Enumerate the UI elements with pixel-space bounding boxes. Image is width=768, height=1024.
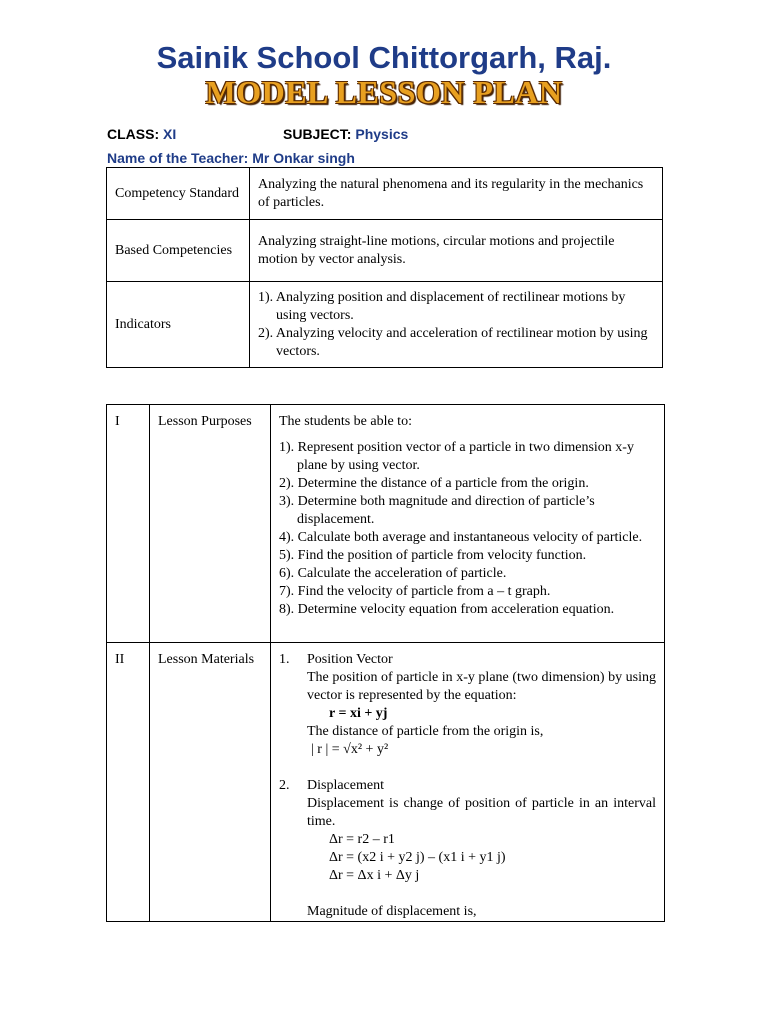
equation: Δr = r2 – r1: [329, 832, 395, 847]
based-competencies-text: Analyzing straight-line motions, circular motions and projectile motion by vector analysis.: [250, 220, 663, 282]
table-row: [107, 282, 663, 368]
competency-standard-text: Analyzing the natural phenomena and its regularity in the mechanics of particles.: [250, 168, 663, 220]
indicator-item: 2). Analyzing velocity and acceleration of rectilinear motion by using vectors.: [258, 325, 648, 359]
subject-value: Physics: [355, 126, 409, 142]
list-item: 2). Determine the distance of a particle from the origin.: [279, 476, 589, 491]
table-row: [107, 643, 665, 922]
lesson-purposes-content: [271, 405, 665, 643]
material-section: [279, 777, 656, 921]
section-body: [307, 777, 656, 921]
table-row: [107, 220, 663, 282]
list-item: 1). Represent position vector of a particle in two dimension x-y plane by using vector.: [279, 440, 634, 473]
class-label: CLASS:: [107, 126, 160, 142]
table-row: [107, 168, 663, 220]
based-competencies-label: Based Competencies: [107, 220, 250, 282]
section-text: The position of particle in x-y plane (two dimension) by using vector is represented by the equation:: [307, 670, 656, 703]
section-text: The distance of particle from the origin is,: [307, 724, 544, 739]
equation: r = xi + yj: [329, 706, 388, 721]
equation: Δr = (x2 i + y2 j) – (x1 i + y1 j): [329, 850, 506, 865]
equation: | r | = √x² + y²: [311, 742, 389, 757]
row-number: II: [107, 643, 150, 922]
list-item: 8). Determine velocity equation from acceleration equation.: [279, 602, 615, 617]
lesson-materials-content: [271, 643, 665, 922]
purposes-intro: The students be able to:: [279, 414, 412, 429]
section-title: Position Vector: [307, 652, 393, 667]
lesson-materials-label: Lesson Materials: [150, 643, 271, 922]
equation: Δr = Δx i + Δy j: [329, 868, 420, 883]
lesson-purposes-label: Lesson Purposes: [150, 405, 271, 643]
table-row: [107, 405, 665, 643]
list-item: 5). Find the position of particle from velocity function.: [279, 548, 587, 563]
document-title: MODEL LESSON PLAN: [205, 74, 563, 110]
class-field: [107, 126, 176, 142]
subject-label: SUBJECT:: [283, 126, 352, 142]
section-body: [307, 651, 656, 759]
subject-field: [283, 126, 408, 142]
purposes-list: [279, 439, 656, 619]
indicator-item: 1). Analyzing position and displacement of rectilinear motions by using vectors.: [258, 289, 626, 323]
list-item: 3). Determine both magnitude and direction of particle’s displacement.: [279, 494, 595, 527]
section-text: Displacement is change of position of particle in an interval time.: [307, 796, 656, 829]
competency-standard-label: Competency Standard: [107, 168, 250, 220]
list-item: 6). Calculate the acceleration of particle.: [279, 566, 507, 581]
list-item: 4). Calculate both average and instantaneous velocity of particle.: [279, 530, 643, 545]
teacher-name: Name of the Teacher: Mr Onkar singh: [107, 150, 355, 166]
indicators-list: [250, 282, 663, 368]
class-value: XI: [163, 126, 177, 142]
material-section: [279, 651, 656, 759]
section-text: Magnitude of displacement is,: [307, 904, 477, 919]
section-number: 1.: [279, 652, 290, 667]
row-number: I: [107, 405, 150, 643]
list-item: 7). Find the velocity of particle from a – t graph.: [279, 584, 551, 599]
indicators-label: Indicators: [107, 282, 250, 368]
competency-table: [106, 167, 663, 368]
section-title: Displacement: [307, 778, 384, 793]
section-number: 2.: [279, 778, 290, 793]
school-name: Sainik School Chittorgarh, Raj.: [156, 40, 612, 75]
lesson-table: [106, 404, 665, 922]
